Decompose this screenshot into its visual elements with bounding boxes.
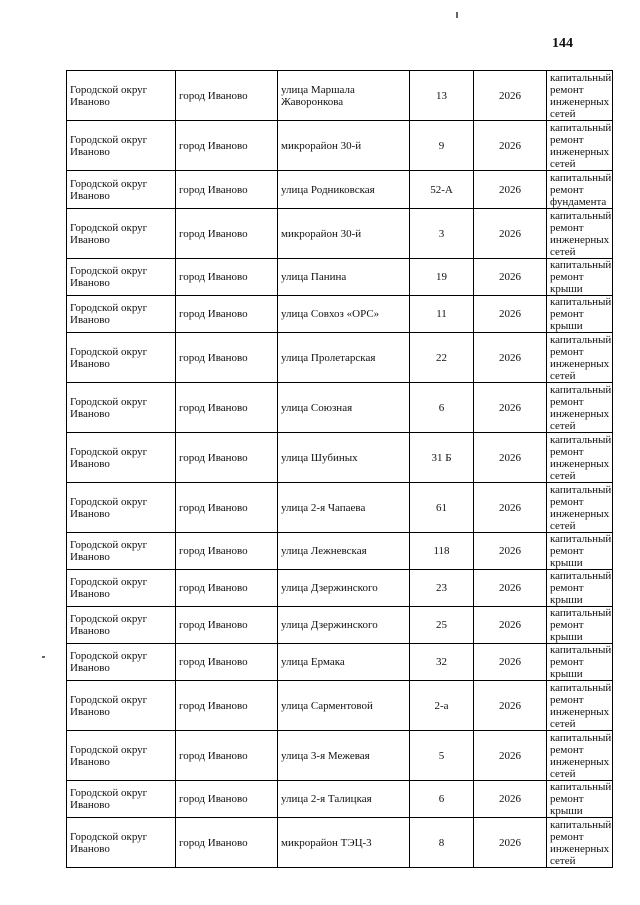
table-row: [67, 383, 613, 433]
city-cell: город Иваново: [176, 607, 278, 644]
year-cell: 2026: [474, 644, 547, 681]
table-row: [67, 296, 613, 333]
house-number-cell: 118: [410, 533, 474, 570]
house-number-cell: 9: [410, 121, 474, 171]
street-cell: улица Пролетарская: [278, 333, 410, 383]
year-cell: 2026: [474, 333, 547, 383]
street-cell: микрорайон 30-й: [278, 209, 410, 259]
street-cell: улица Совхоз «ОРС»: [278, 296, 410, 333]
year-cell: 2026: [474, 259, 547, 296]
street-cell: улица Дзержинского: [278, 607, 410, 644]
municipality-cell: Городской округ Иваново: [67, 644, 176, 681]
house-number-cell: 6: [410, 383, 474, 433]
street-cell: улица Маршала Жаворонкова: [278, 71, 410, 121]
table-row: [67, 71, 613, 121]
street-cell: улица Сарментовой: [278, 681, 410, 731]
year-cell: 2026: [474, 781, 547, 818]
year-cell: 2026: [474, 121, 547, 171]
table-row: [67, 533, 613, 570]
year-cell: 2026: [474, 607, 547, 644]
city-cell: город Иваново: [176, 333, 278, 383]
city-cell: город Иваново: [176, 209, 278, 259]
house-number-cell: 11: [410, 296, 474, 333]
street-cell: улица Лежневская: [278, 533, 410, 570]
work-type-cell: капитальный ремонт инженерных сетей: [547, 483, 613, 533]
street-cell: микрорайон 30-й: [278, 121, 410, 171]
house-number-cell: 25: [410, 607, 474, 644]
street-cell: микрорайон ТЭЦ-3: [278, 818, 410, 868]
year-cell: 2026: [474, 570, 547, 607]
work-type-cell: капитальный ремонт инженерных сетей: [547, 433, 613, 483]
house-number-cell: 13: [410, 71, 474, 121]
street-cell: улица Родниковская: [278, 171, 410, 209]
work-type-cell: капитальный ремонт крыши: [547, 607, 613, 644]
municipality-cell: Городской округ Иваново: [67, 209, 176, 259]
work-type-cell: капитальный ремонт крыши: [547, 296, 613, 333]
year-cell: 2026: [474, 483, 547, 533]
city-cell: город Иваново: [176, 483, 278, 533]
table-row: [67, 731, 613, 781]
street-cell: улица 2-я Талицкая: [278, 781, 410, 818]
year-cell: 2026: [474, 731, 547, 781]
house-number-cell: 3: [410, 209, 474, 259]
work-type-cell: капитальный ремонт инженерных сетей: [547, 121, 613, 171]
table-row: [67, 209, 613, 259]
city-cell: город Иваново: [176, 383, 278, 433]
municipality-cell: Городской округ Иваново: [67, 259, 176, 296]
house-number-cell: 5: [410, 731, 474, 781]
year-cell: 2026: [474, 533, 547, 570]
municipality-cell: Городской округ Иваново: [67, 781, 176, 818]
house-number-cell: 61: [410, 483, 474, 533]
table-row: [67, 121, 613, 171]
table-row: [67, 681, 613, 731]
municipality-cell: Городской округ Иваново: [67, 121, 176, 171]
table-row: [67, 570, 613, 607]
municipality-cell: Городской округ Иваново: [67, 383, 176, 433]
city-cell: город Иваново: [176, 818, 278, 868]
table-row: [67, 818, 613, 868]
work-type-cell: капитальный ремонт крыши: [547, 259, 613, 296]
street-cell: улица Шубиных: [278, 433, 410, 483]
table-row: [67, 644, 613, 681]
year-cell: 2026: [474, 681, 547, 731]
work-type-cell: капитальный ремонт инженерных сетей: [547, 383, 613, 433]
scan-speck: [42, 656, 45, 658]
table-body: [67, 71, 613, 868]
city-cell: город Иваново: [176, 296, 278, 333]
municipality-cell: Городской округ Иваново: [67, 533, 176, 570]
house-number-cell: 8: [410, 818, 474, 868]
year-cell: 2026: [474, 433, 547, 483]
house-number-cell: 52-А: [410, 171, 474, 209]
repair-schedule-table: [66, 70, 613, 868]
work-type-cell: капитальный ремонт крыши: [547, 781, 613, 818]
year-cell: 2026: [474, 383, 547, 433]
work-type-cell: капитальный ремонт крыши: [547, 644, 613, 681]
municipality-cell: Городской округ Иваново: [67, 607, 176, 644]
city-cell: город Иваново: [176, 433, 278, 483]
table-row: [67, 781, 613, 818]
house-number-cell: 22: [410, 333, 474, 383]
work-type-cell: капитальный ремонт инженерных сетей: [547, 209, 613, 259]
year-cell: 2026: [474, 818, 547, 868]
city-cell: город Иваново: [176, 570, 278, 607]
city-cell: город Иваново: [176, 644, 278, 681]
street-cell: улица 2-я Чапаева: [278, 483, 410, 533]
house-number-cell: 23: [410, 570, 474, 607]
house-number-cell: 2-а: [410, 681, 474, 731]
municipality-cell: Городской округ Иваново: [67, 818, 176, 868]
year-cell: 2026: [474, 296, 547, 333]
house-number-cell: 31 Б: [410, 433, 474, 483]
house-number-cell: 32: [410, 644, 474, 681]
table-row: [67, 259, 613, 296]
table-row: [67, 433, 613, 483]
street-cell: улица Дзержинского: [278, 570, 410, 607]
work-type-cell: капитальный ремонт инженерных сетей: [547, 681, 613, 731]
city-cell: город Иваново: [176, 71, 278, 121]
work-type-cell: капитальный ремонт инженерных сетей: [547, 818, 613, 868]
street-cell: улица 3-я Межевая: [278, 731, 410, 781]
municipality-cell: Городской округ Иваново: [67, 296, 176, 333]
table-row: [67, 171, 613, 209]
city-cell: город Иваново: [176, 731, 278, 781]
table-row: [67, 483, 613, 533]
work-type-cell: капитальный ремонт крыши: [547, 533, 613, 570]
year-cell: 2026: [474, 71, 547, 121]
work-type-cell: капитальный ремонт инженерных сетей: [547, 71, 613, 121]
municipality-cell: Городской округ Иваново: [67, 433, 176, 483]
house-number-cell: 19: [410, 259, 474, 296]
street-cell: улица Панина: [278, 259, 410, 296]
city-cell: город Иваново: [176, 171, 278, 209]
table-row: [67, 333, 613, 383]
municipality-cell: Городской округ Иваново: [67, 483, 176, 533]
work-type-cell: капитальный ремонт инженерных сетей: [547, 731, 613, 781]
municipality-cell: Городской округ Иваново: [67, 681, 176, 731]
house-number-cell: 6: [410, 781, 474, 818]
municipality-cell: Городской округ Иваново: [67, 333, 176, 383]
city-cell: город Иваново: [176, 121, 278, 171]
work-type-cell: капитальный ремонт фундамента: [547, 171, 613, 209]
municipality-cell: Городской округ Иваново: [67, 171, 176, 209]
street-cell: улица Ермака: [278, 644, 410, 681]
scan-speck: [456, 12, 458, 18]
municipality-cell: Городской округ Иваново: [67, 71, 176, 121]
page-number: 144: [552, 36, 573, 51]
city-cell: город Иваново: [176, 781, 278, 818]
municipality-cell: Городской округ Иваново: [67, 570, 176, 607]
city-cell: город Иваново: [176, 533, 278, 570]
table-row: [67, 607, 613, 644]
city-cell: город Иваново: [176, 259, 278, 296]
work-type-cell: капитальный ремонт крыши: [547, 570, 613, 607]
work-type-cell: капитальный ремонт инженерных сетей: [547, 333, 613, 383]
year-cell: 2026: [474, 209, 547, 259]
city-cell: город Иваново: [176, 681, 278, 731]
year-cell: 2026: [474, 171, 547, 209]
street-cell: улица Союзная: [278, 383, 410, 433]
municipality-cell: Городской округ Иваново: [67, 731, 176, 781]
